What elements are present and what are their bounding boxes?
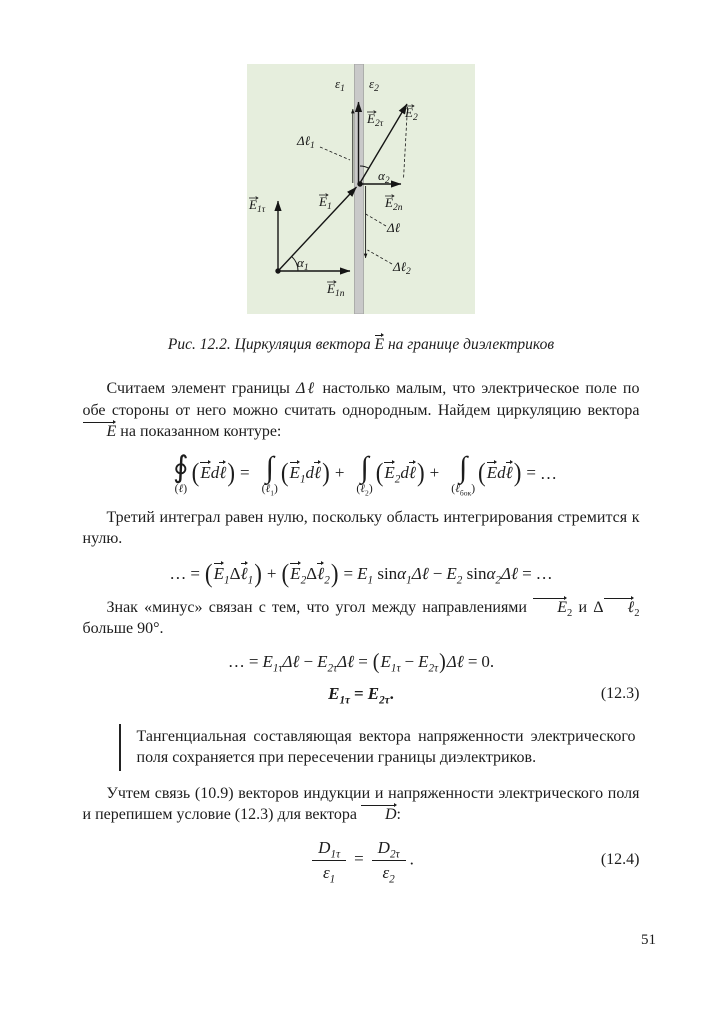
fraction-denominator	[322, 861, 336, 886]
label-text: Δℓ	[297, 133, 311, 148]
paren: (	[204, 558, 213, 588]
paren: )	[274, 482, 278, 495]
ellipsis: …	[169, 563, 187, 583]
fraction	[372, 837, 406, 886]
text-run: и	[572, 598, 594, 616]
paren: (	[281, 558, 290, 588]
sin-function: sin	[377, 563, 398, 583]
label-text: E	[249, 197, 257, 212]
delta-symbol: Δ	[229, 563, 241, 583]
term-group	[204, 558, 263, 588]
paren: )	[416, 458, 425, 488]
figure-caption	[0, 336, 722, 354]
label-sub: 1	[326, 202, 332, 212]
equals-sign: =	[526, 463, 536, 483]
paren: )	[183, 482, 188, 495]
text-run: на показанном контуре:	[116, 423, 282, 440]
term-group	[328, 683, 351, 706]
math-delta-l: Δℓ	[501, 563, 519, 583]
label-text: Δℓ	[387, 220, 401, 235]
zero-value: 0.	[481, 651, 495, 671]
ell-symbol: ℓ	[455, 482, 460, 495]
d-symbol: d	[497, 463, 506, 483]
ell-symbol: ℓ	[265, 482, 271, 495]
paren: )	[330, 558, 339, 588]
E-symbol: E	[418, 651, 429, 671]
page-number: 51	[641, 932, 656, 948]
ell-symbol: ℓ	[178, 482, 184, 495]
term-group	[367, 683, 394, 706]
paragraph-1	[83, 378, 640, 443]
D-symbol: D	[377, 837, 390, 857]
label-text: ε	[369, 76, 375, 91]
d-symbol: d	[210, 463, 220, 483]
math-delta-l: Δℓ	[446, 651, 464, 671]
equals-sign: =	[354, 848, 364, 868]
alpha-symbol: α	[397, 563, 407, 583]
alpha-symbol: α	[486, 563, 496, 583]
integral-limit	[356, 484, 372, 495]
minus-sign: −	[303, 651, 314, 671]
subscript: 2τ	[428, 661, 439, 674]
paren: )	[322, 458, 330, 488]
int-symbol: ∫	[360, 450, 369, 484]
label-text: α	[378, 168, 385, 183]
E-symbol: E	[357, 563, 368, 583]
ellipsis: …	[539, 463, 557, 483]
vector-E-symbol: E	[83, 424, 117, 440]
integral-lateral	[451, 450, 476, 497]
paren: (	[261, 482, 266, 495]
vector-ell-symbol: ℓ	[604, 600, 635, 616]
boundary-junction-point	[357, 181, 362, 186]
vector-E-symbol: E	[533, 600, 567, 616]
paren: (	[451, 482, 456, 495]
vector-E-symbol: E	[200, 463, 211, 483]
paragraph-2: Третий интеграл равен нулю, поскольку область интегрирования стремится к нулю.	[82, 508, 640, 547]
vector-ell-symbol: ℓ	[408, 463, 416, 483]
epsilon-symbol: ε	[322, 863, 330, 883]
fraction	[312, 837, 346, 886]
label-sub: 1	[310, 141, 315, 151]
paragraph-3	[83, 597, 640, 640]
subscript: 2	[634, 607, 640, 619]
label-dl	[386, 220, 401, 235]
paren: (	[174, 482, 179, 495]
text-run: больше 90°.	[82, 620, 164, 637]
label-sub: 2n	[392, 203, 403, 213]
vector-E-symbol: E	[374, 336, 385, 353]
equals-sign: =	[343, 563, 354, 583]
label-sub: 2	[406, 267, 411, 277]
term-group	[446, 563, 519, 586]
paren: )	[471, 482, 476, 495]
ellipsis: …	[227, 651, 245, 671]
subscript: 1τ	[339, 693, 351, 706]
integrand-group	[375, 458, 426, 488]
math-delta-l: Δℓ	[296, 380, 317, 397]
equals-sign: =	[522, 563, 532, 583]
subscript: 1	[247, 573, 254, 586]
highlight-text: Тангенциальная составляющая вектора напряженности электрического поля сохраняется при пересечении границы диэлектриков.	[136, 727, 636, 766]
subscript: 1	[367, 573, 374, 586]
term-group	[262, 651, 300, 674]
paren: (	[356, 482, 361, 495]
math-delta-l: Δℓ	[411, 563, 429, 583]
term-group	[372, 649, 464, 674]
highlight-block	[119, 724, 640, 771]
figure-12-2	[247, 64, 475, 314]
integrand-group	[477, 458, 522, 488]
E-symbol: E	[317, 651, 328, 671]
E-symbol: E	[328, 683, 340, 703]
label-text: E	[367, 111, 375, 126]
delta-symbol: Δ	[306, 563, 318, 583]
fraction-denominator	[382, 861, 395, 886]
subscript: 2	[324, 573, 330, 586]
text-run: Знак «минус» связан с тем, что угол между направлениями	[106, 598, 534, 616]
label-text: E	[385, 195, 393, 210]
label-sub: 2	[384, 176, 390, 186]
integrand-group	[191, 458, 236, 488]
subscript: 2	[389, 873, 395, 886]
label-sub: 2τ	[374, 119, 384, 129]
int-symbol: ∫	[265, 450, 274, 484]
subscript: 1	[299, 473, 306, 486]
vector-E-symbol: E	[289, 463, 300, 483]
E-symbol: E	[262, 651, 273, 671]
period: .	[389, 683, 394, 703]
plus-sign: +	[266, 563, 277, 583]
paren: (	[191, 458, 200, 488]
equals-sign: =	[190, 563, 200, 583]
equation-circulation	[83, 450, 640, 497]
subscript: 1τ	[272, 661, 283, 674]
vector-E-symbol: E	[486, 463, 498, 483]
subscript: 1	[223, 573, 230, 586]
integral-l1	[261, 450, 278, 497]
sin-function: sin	[466, 563, 487, 583]
text-run: Циркуляция вектора	[230, 336, 375, 353]
math-delta-l: Δℓ	[337, 651, 355, 671]
paren: )	[227, 458, 235, 488]
plus-sign: +	[429, 463, 440, 483]
text-run: Учтем связь (10.9) векторов индукции и напряженности электрического поля и перепишем условие (12.3) для вектора	[82, 784, 640, 823]
label-text: ε	[335, 76, 341, 91]
equation-number: (12.4)	[600, 851, 640, 869]
paren: (	[372, 649, 380, 674]
vector-ell-symbol: ℓ	[219, 463, 227, 483]
label-sub: 2	[412, 113, 418, 123]
equation-tangential	[83, 649, 640, 674]
equals-sign: =	[240, 463, 250, 483]
label-text: E	[319, 194, 327, 209]
fraction-numerator	[372, 838, 406, 862]
equation-dot-products	[83, 558, 640, 588]
vector-ell-symbol: ℓ	[240, 563, 248, 583]
delta-symbol: Δ	[593, 598, 604, 616]
subscript: 2	[365, 487, 369, 497]
integrand-group	[280, 458, 331, 488]
text-run: настолько малым, что электрическое поле по обе стороны от него можно считать однородным. Найдем циркуляцию вектора	[82, 380, 640, 419]
subscript: 2τ	[327, 661, 338, 674]
paren: )	[368, 482, 373, 495]
subscript: бок	[459, 487, 472, 497]
d-symbol: d	[305, 463, 315, 483]
E-symbol: E	[380, 651, 391, 671]
label-sub: 1	[303, 263, 309, 273]
term-group	[281, 558, 340, 588]
subscript: 1τ	[330, 847, 341, 860]
paren: (	[375, 458, 384, 488]
integral-limit	[262, 484, 278, 495]
E-symbol: E	[446, 563, 457, 583]
vector-E-symbol: E	[213, 563, 224, 583]
ellipsis: …	[535, 563, 553, 583]
term-group	[317, 651, 355, 674]
integral-limit	[175, 484, 187, 495]
label-text: E	[327, 281, 335, 296]
epsilon-symbol: ε	[382, 863, 390, 883]
contour-integral	[173, 450, 189, 495]
paren: )	[513, 458, 522, 488]
subscript: 2τ	[389, 847, 400, 860]
int-symbol: ∫	[459, 450, 468, 484]
subscript: 2τ	[379, 693, 390, 706]
subscript: 2	[300, 573, 307, 586]
term-group	[357, 563, 429, 586]
vector-ell-symbol: ℓ	[505, 463, 513, 483]
equals-sign: =	[467, 651, 478, 671]
dielectric-boundary-strip	[355, 64, 364, 314]
text-run: на границе диэлектриков	[384, 336, 555, 353]
subscript: 1	[329, 873, 336, 886]
figure-caption-number: Рис. 12.2.	[167, 336, 231, 353]
subscript: 2	[456, 573, 463, 586]
minus-sign: −	[432, 563, 443, 583]
label-sub: 1	[340, 84, 345, 94]
oint-symbol: ∮	[173, 450, 189, 484]
equation-12-4	[83, 837, 640, 886]
equation-number: (12.3)	[600, 684, 640, 702]
vector-ell-symbol: ℓ	[317, 563, 325, 583]
vector-E-symbol: E	[290, 563, 301, 583]
d-symbol: d	[400, 463, 409, 483]
plus-sign: +	[334, 463, 345, 483]
D-symbol: D	[318, 837, 331, 857]
vector-E-symbol: E	[384, 463, 395, 483]
label-sub: 1n	[334, 289, 345, 299]
fraction-numerator	[312, 838, 346, 862]
figure-diagram	[247, 64, 475, 314]
paren: )	[254, 558, 262, 588]
equation-12-3	[83, 684, 640, 704]
label-text: α	[297, 255, 304, 270]
equals-sign: =	[248, 651, 259, 671]
text-run: Считаем элемент границы	[106, 380, 297, 397]
label-text: E	[405, 105, 413, 120]
text-run: :	[396, 806, 401, 823]
equals-sign: =	[354, 683, 364, 703]
vector-D-symbol: D	[361, 807, 397, 823]
subscript: 2	[566, 607, 573, 619]
math-delta-l: Δℓ	[282, 651, 300, 671]
page-text-column	[82, 378, 640, 886]
period: .	[409, 848, 414, 868]
paren: (	[478, 458, 486, 488]
integral-limit	[451, 484, 475, 495]
label-sub: 1τ	[256, 205, 266, 215]
label-sub: 2	[374, 84, 379, 94]
subscript: 1τ	[390, 661, 401, 674]
paren: (	[280, 458, 289, 488]
vector-ell-symbol: ℓ	[314, 463, 322, 483]
equals-sign: =	[358, 651, 368, 671]
paragraph-4	[83, 783, 640, 826]
subscript: 2	[495, 573, 502, 586]
contour-corner-point	[275, 268, 280, 273]
subscript: 1	[406, 573, 412, 586]
subscript: 1	[270, 487, 275, 497]
subscript: 2	[394, 473, 401, 486]
E-symbol: E	[367, 683, 380, 703]
integral-l2	[356, 450, 373, 497]
label-text: Δℓ	[393, 259, 407, 274]
paren: )	[439, 649, 446, 674]
ell-symbol: ℓ	[360, 482, 366, 495]
minus-sign: −	[404, 651, 415, 671]
